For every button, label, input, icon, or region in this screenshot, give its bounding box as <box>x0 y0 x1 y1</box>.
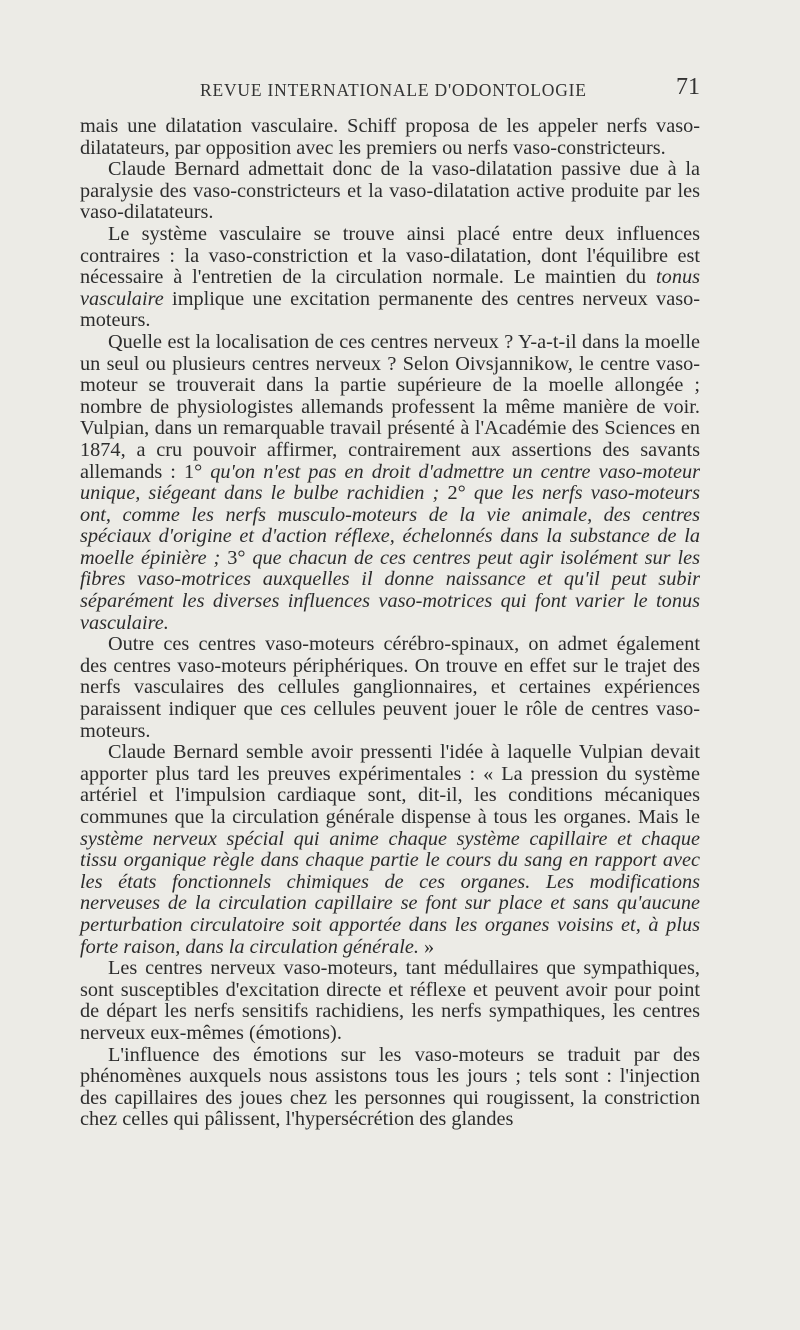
paragraph-8-text: L'influence des émotions sur les vaso-moteurs se traduit par des phénomènes auxquels nous assistons tous les jours ; tels sont : l'injection des capillaires des joues chez les personnes qui rougissent, la constriction chez celles qui pâlissent, l'hypersécrétion des glandes <box>80 1043 700 1131</box>
running-head <box>80 72 700 108</box>
paragraph-5-text: Outre ces centres vaso-moteurs cérébro-spinaux, on admet également des centres vaso-moteurs périphériques. On trouve en effet sur le trajet des nerfs vasculaires des cellules ganglionnaires, et certaines expériences paraissent indiquer que ces cellules peuvent jouer le rôle de centres vaso-moteurs. <box>80 633 700 742</box>
paragraph-4-italic-1: qu'on n'est pas en droit d'admettre un centre vaso-moteur unique, siégeant dans le bulbe rachidien ; <box>80 460 700 505</box>
paragraph-4-italic-2: que les nerfs vaso-moteurs ont, comme les nerfs musculo-moteurs de la vie animale, des centres spéciaux d'origine et d'action réflexe, échelonnés dans la substance de la moelle épinière ; <box>80 482 700 569</box>
paragraph-8 <box>80 1045 700 1131</box>
paragraph-6-text-a: Claude Bernard semble avoir pressenti l'idée à laquelle Vulpian devait apporter plus tard les preuves expérimentales : « La pression du système artériel et l'impulsion cardiaque sont, dit-il, les conditions mécaniques communes que la circulation générale dispense à tous les organes. Mais le <box>80 741 700 828</box>
journal-title: REVUE INTERNATIONALE D'ODONTOLOGIE <box>200 80 587 100</box>
paragraph-6-text-c: » <box>418 935 435 958</box>
paragraph-5 <box>80 634 700 742</box>
paragraph-6 <box>80 742 700 958</box>
page-number: 71 <box>676 74 700 100</box>
paragraph-1-text: mais une dilatation vasculaire. Schiff proposa de les appeler nerfs vaso-dilatateurs, par opposition avec les premiers ou nerfs vaso-constricteurs. <box>80 115 700 159</box>
paragraph-1 <box>80 116 700 159</box>
paragraph-4-italic-3: que chacun de ces centres peut agir isolément sur les fibres vaso-motrices auxquelles il donne naissance et qu'il peut subir séparément les diverses influences vaso-motrices qui font varier le tonus vasculaire. <box>80 546 700 634</box>
paragraph-3-italic: tonus vasculaire <box>80 266 700 310</box>
paragraph-2 <box>80 159 700 224</box>
paragraph-6-italic: système nerveux spécial qui anime chaque système capillaire et chaque tissu organique règle dans chaque partie le cours du sang en rapport avec les états fonctionnels chimiques de ces organes. Les modifications nerveuses de la circulation capillaire se font sur place et sans qu'aucune perturbation circulatoire soit apportée dans les organes voisins et, à plus forte raison, dans la circulation générale. <box>80 827 700 958</box>
paragraph-4-text-a: Quelle est la localisation de ces centres nerveux ? Y-a-t-il dans la moelle un seul ou plusieurs centres nerveux ? Selon Oivsjannikow, le centre vaso-moteur se trouverait dans la partie supérieure de la moelle allongée ; nombre de physiologistes allemands professent la même manière de voir. Vulpian, dans un remarquable travail présenté à l'Académie des Sciences en 1874, a cru pouvoir affirmer, contrairement aux assertions des savants allemands : 1° <box>80 330 700 483</box>
book-page <box>80 72 700 1131</box>
paragraph-3 <box>80 224 700 332</box>
paragraph-3-text-a: Le système vasculaire se trouve ainsi placé entre deux influences contraires : la vaso-constriction et la vaso-dilatation, dont l'équilibre est nécessaire à l'entretien de la circulation normale. Le maintien du <box>80 222 700 289</box>
paragraph-7-text: Les centres nerveux vaso-moteurs, tant médullaires que sympathiques, sont susceptibles d'excitation directe et réflexe et peuvent avoir pour point de départ les nerfs sensitifs rachidiens, les nerfs sympathiques, les centres nerveux eux-mêmes (émotions). <box>80 957 700 1044</box>
paragraph-4-text-e: 3° <box>220 546 253 569</box>
article-body <box>80 116 700 1131</box>
paragraph-4 <box>80 332 700 634</box>
paragraph-7 <box>80 958 700 1044</box>
paragraph-2-text: Claude Bernard admettait donc de la vaso-dilatation passive due à la paralysie des vaso-constricteurs et la vaso-dilatation active produite par les vaso-dilatateurs. <box>80 158 700 224</box>
paragraph-3-text-c: implique une excitation permanente des centres nerveux vaso-moteurs. <box>80 287 700 332</box>
paragraph-4-text-c: 2° <box>439 482 474 505</box>
